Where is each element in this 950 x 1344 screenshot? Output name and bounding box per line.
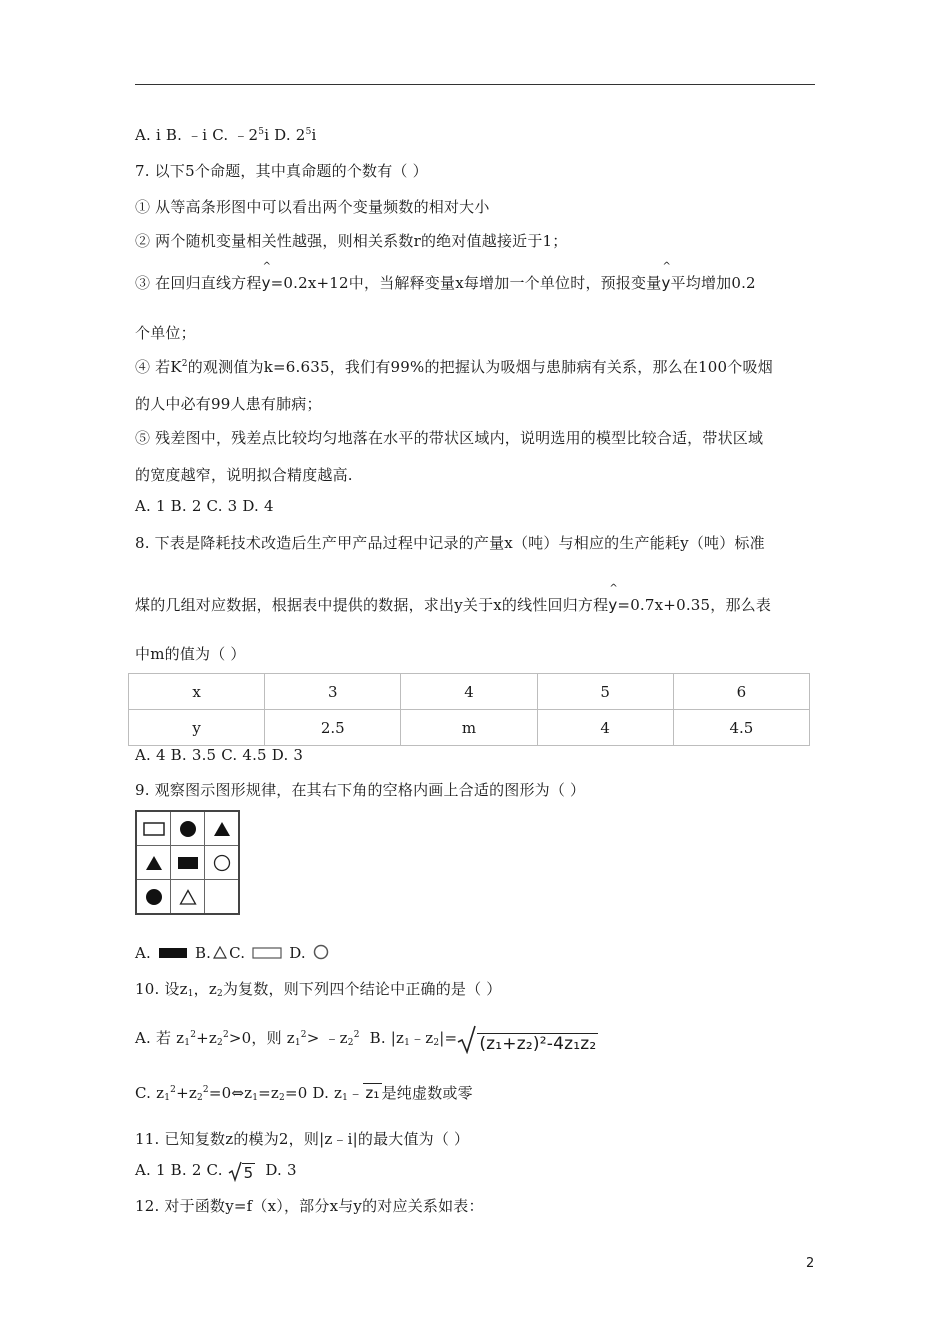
q12-stem: 12. 对于函数y=f（x），部分x与y的对应关系如表： bbox=[135, 1197, 484, 1215]
q8-stem-end: 中m的值为（ ） bbox=[135, 645, 246, 663]
radical-expression: (z₁+z₂)²-4z₁z₂ bbox=[457, 1024, 598, 1054]
table-row bbox=[129, 710, 810, 746]
hollow-triangle-icon bbox=[171, 880, 205, 914]
q8-options: A. 4 B. 3.5 C. 4.5 D. 3 bbox=[135, 746, 304, 764]
header-rule bbox=[135, 84, 815, 85]
q8-stem: 8. 下表是降耗技术改造后生产甲产品过程中记录的产量x（吨）与相应的生产能耗y（吨）标准 bbox=[135, 534, 765, 552]
q7-item-2: ② 两个随机变量相关性越强，则相关系数r的绝对值越接近于1； bbox=[135, 232, 568, 250]
q7-item-1: ① 从等高条形图中可以看出两个变量频数的相对大小 bbox=[135, 198, 490, 216]
table-cell: 6 bbox=[673, 674, 809, 710]
table-row bbox=[129, 674, 810, 710]
radical-sign-icon bbox=[228, 1160, 242, 1182]
q10-stem: 10. 设$z_1$，$z_2$为复数，则下列四个结论中正确的是（ ） bbox=[135, 980, 502, 999]
q9-options: A. B. C. D. bbox=[135, 944, 331, 964]
table-cell: 4 bbox=[401, 674, 537, 710]
table-cell: x bbox=[129, 674, 265, 710]
q7-item-4-cont: 的人中必有99人患有肺病； bbox=[135, 395, 322, 413]
page-number: 2 bbox=[806, 1256, 815, 1271]
hollow-rectangle-icon bbox=[252, 945, 282, 963]
filled-rectangle-icon bbox=[171, 846, 205, 880]
table-cell: 2.5 bbox=[265, 710, 401, 746]
hollow-circle-icon bbox=[205, 846, 239, 880]
q7-item-3-cont: 个单位； bbox=[135, 324, 196, 342]
hollow-triangle-icon bbox=[213, 945, 227, 963]
y-hat-symbol: ^ y bbox=[608, 596, 617, 614]
q7-item-4: ④ 若$K^2$的观测值为k=6.635，我们有99%的把握认为吸烟与患肺病有关系，那么在100个吸烟 bbox=[135, 358, 773, 376]
table-cell: 3 bbox=[265, 674, 401, 710]
hollow-circle-icon bbox=[313, 944, 329, 964]
q11-stem: 11. 已知复数z的模为2，则|z﹣i|的最大值为（ ） bbox=[135, 1130, 470, 1148]
q7-item-5-cont: 的宽度越窄，说明拟合精度越高. bbox=[135, 466, 353, 484]
q7-item-3: ③ 在回归直线方程^ y=0.2x+12中，当解释变量x每增加一个单位时，预报变量^ y平均增加0.2 bbox=[135, 272, 756, 293]
pattern-grid bbox=[135, 810, 240, 915]
q8-stem-cont: 煤的几组对应数据，根据表中提供的数据，求出y关于x的线性回归方程^ y=0.7x+0.35，那么表 bbox=[135, 594, 771, 615]
filled-circle-icon bbox=[137, 880, 171, 914]
filled-rectangle-icon bbox=[158, 945, 188, 963]
xy-data-table bbox=[128, 673, 810, 746]
table-cell: y bbox=[129, 710, 265, 746]
y-hat-symbol: ^ y bbox=[661, 274, 670, 292]
hollow-rectangle-icon bbox=[137, 812, 171, 846]
radical-expression: 5 bbox=[228, 1160, 256, 1182]
table-cell: m bbox=[401, 710, 537, 746]
q7-options: A. 1 B. 2 C. 3 D. 4 bbox=[135, 497, 274, 515]
filled-circle-icon bbox=[171, 812, 205, 846]
q9-stem: 9. 观察图示图形规律，在其右下角的空格内画上合适的图形为（ ） bbox=[135, 781, 586, 799]
filled-triangle-icon bbox=[205, 812, 239, 846]
q10-options-ab: A. 若 $z_1^2+z_2^2>0$，则 $z_1^2>$ $﹣z_2^2$ B. $|z_1﹣z_2|=$ (z₁+z₂)²-4z₁z₂ bbox=[135, 1024, 598, 1054]
empty-cell bbox=[205, 880, 239, 914]
q10-options-cd: C. $z_1^2+z_2^2=0\Leftrightarrow z_1=z_2=0$ D. $z_1﹣$ z₁ 是纯虚数或零 bbox=[135, 1084, 473, 1103]
table-cell: 4.5 bbox=[673, 710, 809, 746]
table-cell: 5 bbox=[537, 674, 673, 710]
q11-options: A. 1 B. 2 C. 5 D. 3 bbox=[135, 1161, 297, 1182]
q7-item-5: ⑤ 残差图中，残差点比较均匀地落在水平的带状区域内，说明选用的模型比较合适，带状区域 bbox=[135, 429, 764, 447]
y-hat-symbol: ^ y bbox=[262, 274, 271, 292]
conjugate-z1: z₁ bbox=[365, 1084, 380, 1102]
q6-options: A. i B. ﹣i C. $﹣2^5i$ D. $2^5i$ bbox=[135, 126, 317, 144]
radical-sign-icon bbox=[457, 1024, 477, 1054]
filled-triangle-icon bbox=[137, 846, 171, 880]
table-cell: 4 bbox=[537, 710, 673, 746]
q7-stem: 7. 以下5个命题，其中真命题的个数有（ ） bbox=[135, 162, 428, 180]
